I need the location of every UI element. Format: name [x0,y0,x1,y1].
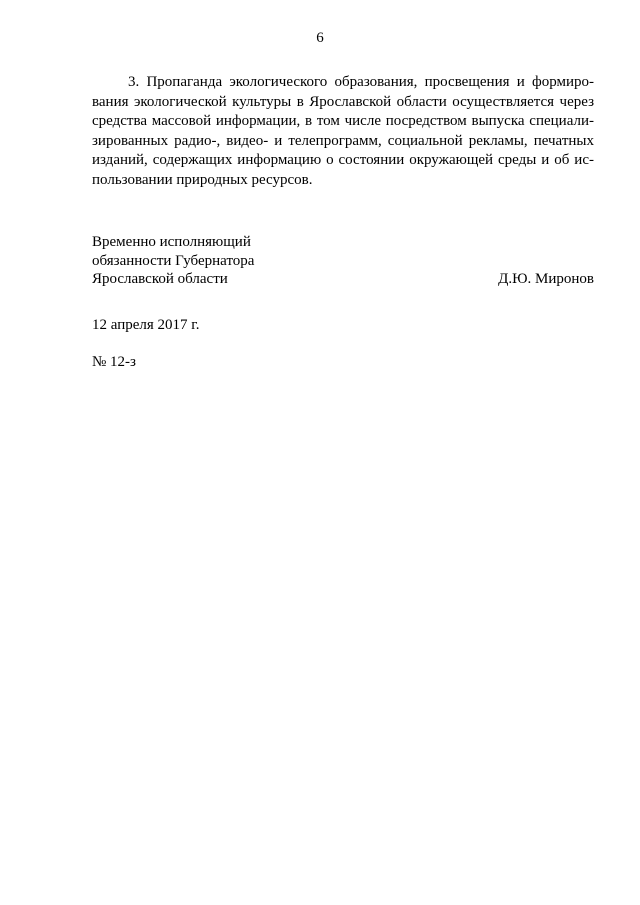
signatory-position-line: Ярославской области [92,271,228,287]
paragraph-line: вания экологической культуры в Ярославской области осуществляется через [92,93,594,110]
signature-block [92,233,594,289]
document-date: 12 апреля 2017 г. [92,317,200,333]
paragraph-line: изданий, содержащих информацию о состоянии окружающей среды и об ис- [92,152,594,168]
paragraph-line: пользовании природных ресурсов. [92,171,313,188]
signatory-position-line: обязанности Губернатора [92,252,255,269]
page-number: 6 [316,30,324,46]
paragraph-line: 3. Пропаганда экологического образования, просвещения и формиро- [128,74,594,90]
signatory-name: Д.Ю. Миронов [498,271,594,287]
paragraph-line: средства массовой информации, в том числе посредством выпуска специали- [92,113,594,129]
body-paragraph [92,73,594,190]
signatory-position-line: Временно исполняющий [92,234,251,250]
paragraph-line: зированных радио-, видео- и телепрограмм, социальной рекламы, печатных [92,132,594,149]
document-number: № 12-з [92,354,136,370]
